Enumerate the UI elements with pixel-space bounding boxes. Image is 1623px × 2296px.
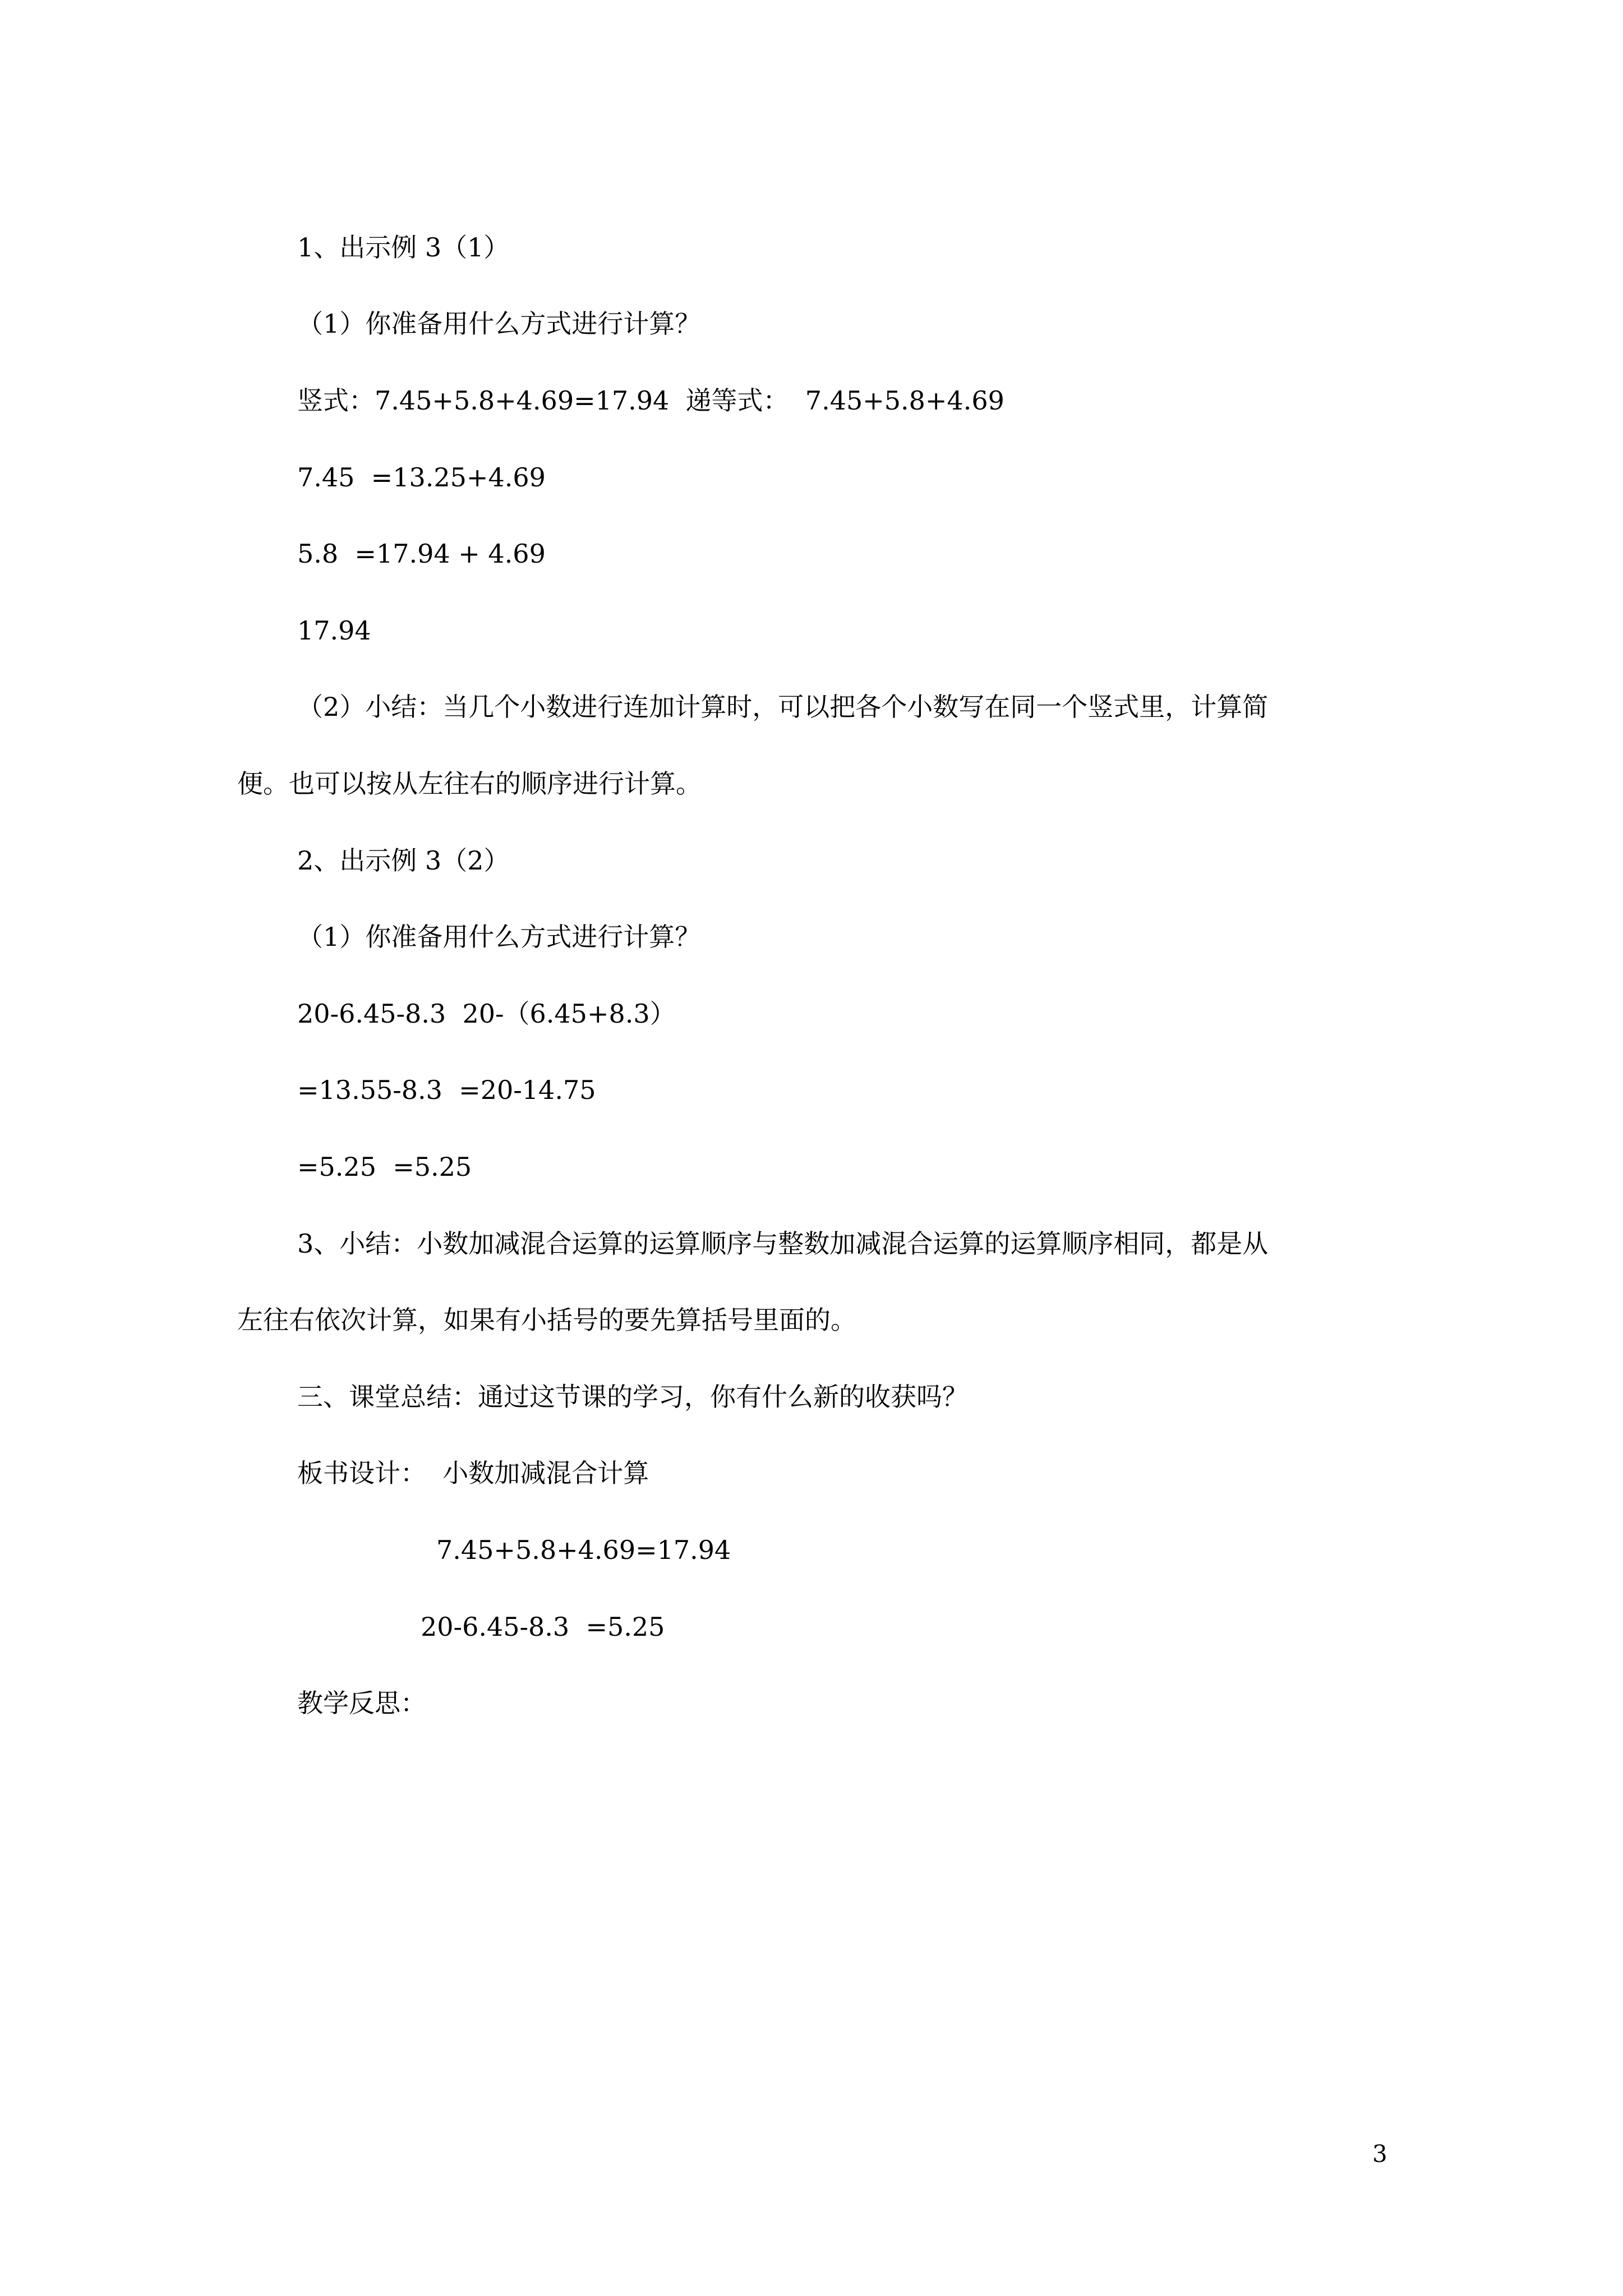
summary-1-line-2: 便。也可以按从左往右的顺序进行计算。 xyxy=(237,769,702,799)
board-design-heading: 板书设计： 小数加减混合计算 xyxy=(297,1458,649,1488)
question-method-2: （1）你准备用什么方式进行计算？ xyxy=(297,922,701,952)
calc-step-1: 7.45 =13.25+4.69 xyxy=(297,462,546,493)
summary-1-line-1: （2）小结：当几个小数进行连加计算时，可以把各个小数写在同一个竖式里，计算简 xyxy=(297,692,1269,722)
summary-2-line-2: 左往右依次计算，如果有小括号的要先算括号里面的。 xyxy=(237,1305,856,1335)
board-design-expression-2: 20-6.45-8.3 =5.25 xyxy=(421,1612,665,1642)
subtraction-expressions: 20-6.45-8.3 20-（6.45+8.3） xyxy=(297,999,676,1029)
subtraction-step-1: =13.55-8.3 =20-14.75 xyxy=(297,1075,596,1105)
question-method-1: （1）你准备用什么方式进行计算？ xyxy=(297,309,701,339)
subtraction-step-2: =5.25 =5.25 xyxy=(297,1152,472,1182)
class-summary: 三、课堂总结：通过这节课的学习，你有什么新的收获吗？ xyxy=(297,1382,968,1412)
vertical-and-stepwise-line: 竖式：7.45+5.8+4.69=17.94 递等式： 7.45+5.8+4.69 xyxy=(297,385,1004,416)
teaching-reflection: 教学反思： xyxy=(297,1688,426,1718)
calc-step-2: 5.8 =17.94 + 4.69 xyxy=(297,539,546,569)
page-number: 3 xyxy=(1372,2140,1387,2168)
example-3-2-heading: 2、出示例 3（2） xyxy=(297,845,510,876)
calc-result: 17.94 xyxy=(297,615,371,646)
board-design-expression-1: 7.45+5.8+4.69=17.94 xyxy=(436,1535,731,1565)
summary-2-line-1: 3、小结：小数加减混合运算的运算顺序与整数加减混合运算的运算顺序相同，都是从 xyxy=(297,1228,1269,1259)
example-3-1-heading: 1、出示例 3（1） xyxy=(297,232,510,263)
